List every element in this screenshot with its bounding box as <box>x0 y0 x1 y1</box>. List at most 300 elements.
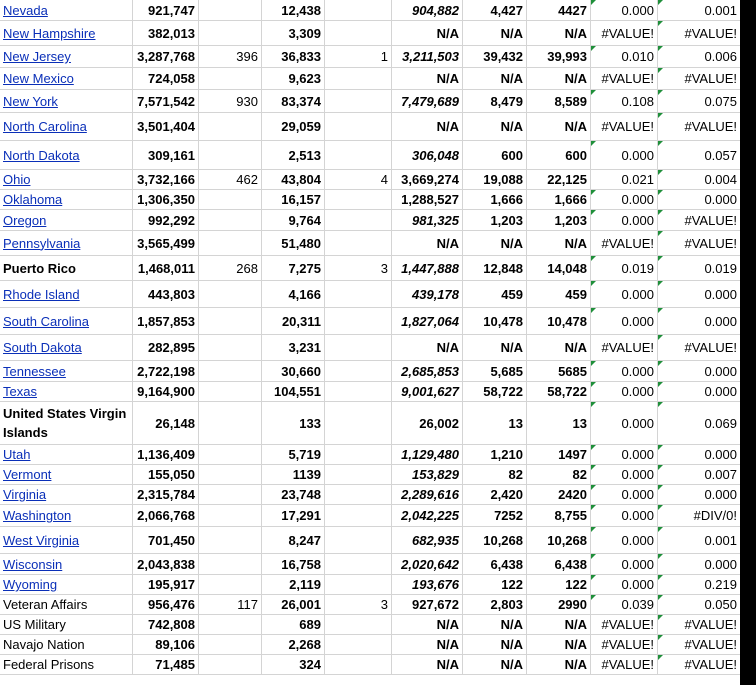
cell-col-7[interactable]: 22,125 <box>527 170 591 189</box>
cell-col-5[interactable]: N/A <box>392 635 463 654</box>
cell-col-3[interactable]: 16,157 <box>262 190 325 209</box>
cell-col-4[interactable] <box>325 445 392 464</box>
cell-col-5[interactable]: 904,882 <box>392 0 463 20</box>
cell-col-9[interactable]: #VALUE! <box>658 635 740 654</box>
cell-col-7[interactable]: 82 <box>527 465 591 484</box>
cell-col-9[interactable]: 0.004 <box>658 170 740 189</box>
cell-col-5[interactable]: N/A <box>392 615 463 634</box>
cell-col-6[interactable]: 1,203 <box>463 210 527 230</box>
cell-jurisdiction[interactable]: New Hampshire <box>0 21 133 45</box>
cell-col-5[interactable]: 439,178 <box>392 281 463 307</box>
cell-col-1[interactable]: 195,917 <box>133 575 199 594</box>
cell-col-7[interactable]: N/A <box>527 68 591 89</box>
cell-col-3[interactable]: 133 <box>262 402 325 444</box>
table-row <box>0 465 740 485</box>
cell-col-3[interactable]: 12,438 <box>262 0 325 20</box>
cell-jurisdiction[interactable]: Pennsylvania <box>0 231 133 255</box>
cell-col-3[interactable]: 20,311 <box>262 308 325 334</box>
cell-col-2[interactable] <box>199 485 262 504</box>
cell-col-8[interactable]: #VALUE! <box>591 113 658 140</box>
cell-col-7[interactable]: 10,478 <box>527 308 591 334</box>
cell-col-5[interactable]: 2,020,642 <box>392 554 463 574</box>
cell-col-8[interactable]: 0.010 <box>591 46 658 67</box>
cell-col-6[interactable]: N/A <box>463 655 527 674</box>
cell-col-3[interactable]: 324 <box>262 655 325 674</box>
cell-col-4[interactable] <box>325 361 392 381</box>
cell-col-4[interactable] <box>325 210 392 230</box>
cell-col-2[interactable] <box>199 445 262 464</box>
cell-col-5[interactable]: 7,479,689 <box>392 90 463 112</box>
cell-col-7[interactable]: 10,268 <box>527 527 591 553</box>
cell-col-3[interactable]: 29,059 <box>262 113 325 140</box>
cell-col-3[interactable]: 689 <box>262 615 325 634</box>
cell-col-2[interactable] <box>199 231 262 255</box>
cell-col-5[interactable]: 2,042,225 <box>392 505 463 526</box>
cell-col-4[interactable] <box>325 308 392 334</box>
cell-col-9[interactable]: 0.001 <box>658 0 740 20</box>
cell-col-7[interactable]: 6,438 <box>527 554 591 574</box>
cell-jurisdiction[interactable]: Oklahoma <box>0 190 133 209</box>
cell-col-6[interactable]: 39,432 <box>463 46 527 67</box>
cell-col-3[interactable]: 8,247 <box>262 527 325 553</box>
cell-col-8[interactable]: #VALUE! <box>591 335 658 360</box>
cell-col-7[interactable]: 14,048 <box>527 256 591 280</box>
cell-col-5[interactable]: 2,685,853 <box>392 361 463 381</box>
cell-col-8[interactable]: 0.039 <box>591 595 658 614</box>
cell-col-7[interactable]: 2990 <box>527 595 591 614</box>
cell-col-2[interactable] <box>199 402 262 444</box>
cell-col-2[interactable] <box>199 281 262 307</box>
cell-col-5[interactable]: 1,288,527 <box>392 190 463 209</box>
cell-col-4[interactable] <box>325 655 392 674</box>
cell-col-4[interactable]: 3 <box>325 256 392 280</box>
cell-col-3[interactable]: 9,623 <box>262 68 325 89</box>
cell-col-2[interactable] <box>199 21 262 45</box>
cell-jurisdiction[interactable]: North Dakota <box>0 141 133 169</box>
cell-col-9[interactable]: 0.000 <box>658 485 740 504</box>
cell-jurisdiction[interactable]: Utah <box>0 445 133 464</box>
cell-col-7[interactable]: 1,203 <box>527 210 591 230</box>
cell-col-6[interactable]: 4,427 <box>463 0 527 20</box>
table-row <box>0 46 740 68</box>
cell-jurisdiction[interactable]: Wisconsin <box>0 554 133 574</box>
cell-col-3[interactable]: 16,758 <box>262 554 325 574</box>
cell-col-7[interactable]: 122 <box>527 575 591 594</box>
cell-col-8[interactable]: 0.000 <box>591 402 658 444</box>
cell-col-2[interactable] <box>199 554 262 574</box>
table-row <box>0 281 740 308</box>
cell-col-3[interactable]: 2,268 <box>262 635 325 654</box>
cell-jurisdiction[interactable]: Federal Prisons <box>0 655 133 674</box>
cell-col-1[interactable]: 3,287,768 <box>133 46 199 67</box>
cell-col-9[interactable]: 0.000 <box>658 361 740 381</box>
cell-col-5[interactable]: 981,325 <box>392 210 463 230</box>
cell-col-7[interactable]: 5685 <box>527 361 591 381</box>
cell-col-3[interactable]: 7,275 <box>262 256 325 280</box>
cell-col-5[interactable]: 306,048 <box>392 141 463 169</box>
cell-col-6[interactable]: 8,479 <box>463 90 527 112</box>
cell-col-1[interactable]: 443,803 <box>133 281 199 307</box>
cell-col-9[interactable]: 0.000 <box>658 445 740 464</box>
cell-col-8[interactable]: 0.000 <box>591 554 658 574</box>
cell-col-2[interactable]: 396 <box>199 46 262 67</box>
cell-jurisdiction[interactable]: Nevada <box>0 0 133 20</box>
cell-col-4[interactable] <box>325 402 392 444</box>
cell-col-8[interactable]: #VALUE! <box>591 21 658 45</box>
cell-col-6[interactable]: 600 <box>463 141 527 169</box>
cell-jurisdiction[interactable]: New York <box>0 90 133 112</box>
cell-col-6[interactable]: 1,210 <box>463 445 527 464</box>
cell-col-5[interactable]: N/A <box>392 21 463 45</box>
cell-col-7[interactable]: N/A <box>527 21 591 45</box>
cell-col-3[interactable]: 30,660 <box>262 361 325 381</box>
cell-col-3[interactable]: 3,309 <box>262 21 325 45</box>
cell-col-4[interactable] <box>325 527 392 553</box>
cell-col-4[interactable] <box>325 505 392 526</box>
cell-col-1[interactable]: 9,164,900 <box>133 382 199 401</box>
cell-col-9[interactable]: #VALUE! <box>658 113 740 140</box>
cell-col-8[interactable]: 0.000 <box>591 141 658 169</box>
cell-jurisdiction[interactable]: Oregon <box>0 210 133 230</box>
cell-col-4[interactable] <box>325 635 392 654</box>
cell-col-2[interactable] <box>199 575 262 594</box>
cell-col-4[interactable] <box>325 68 392 89</box>
cell-col-9[interactable]: 0.019 <box>658 256 740 280</box>
cell-col-5[interactable]: 9,001,627 <box>392 382 463 401</box>
cell-col-2[interactable] <box>199 615 262 634</box>
cell-col-5[interactable]: 1,129,480 <box>392 445 463 464</box>
cell-col-4[interactable] <box>325 90 392 112</box>
cell-jurisdiction[interactable]: Texas <box>0 382 133 401</box>
cell-col-5[interactable]: N/A <box>392 335 463 360</box>
cell-col-2[interactable] <box>199 505 262 526</box>
cell-col-8[interactable]: 0.000 <box>591 575 658 594</box>
cell-col-8[interactable]: #VALUE! <box>591 68 658 89</box>
cell-col-7[interactable]: 2420 <box>527 485 591 504</box>
cell-col-1[interactable]: 701,450 <box>133 527 199 553</box>
cell-col-3[interactable]: 23,748 <box>262 485 325 504</box>
cell-col-3[interactable]: 26,001 <box>262 595 325 614</box>
cell-col-4[interactable] <box>325 281 392 307</box>
cell-col-6[interactable]: 10,478 <box>463 308 527 334</box>
cell-col-1[interactable]: 3,732,166 <box>133 170 199 189</box>
cell-jurisdiction[interactable]: Wyoming <box>0 575 133 594</box>
cell-col-4[interactable] <box>325 113 392 140</box>
cell-col-5[interactable]: 1,447,888 <box>392 256 463 280</box>
cell-col-5[interactable]: 3,211,503 <box>392 46 463 67</box>
cell-col-1[interactable]: 309,161 <box>133 141 199 169</box>
cell-col-4[interactable] <box>325 465 392 484</box>
cell-col-6[interactable]: 82 <box>463 465 527 484</box>
cell-col-1[interactable]: 3,565,499 <box>133 231 199 255</box>
cell-col-8[interactable]: 0.000 <box>591 382 658 401</box>
cell-col-3[interactable]: 2,513 <box>262 141 325 169</box>
cell-jurisdiction[interactable]: Tennessee <box>0 361 133 381</box>
cell-col-1[interactable]: 2,043,838 <box>133 554 199 574</box>
cell-col-6[interactable]: N/A <box>463 231 527 255</box>
cell-col-4[interactable] <box>325 141 392 169</box>
cell-col-9[interactable]: #VALUE! <box>658 335 740 360</box>
cell-col-9[interactable]: 0.006 <box>658 46 740 67</box>
cell-col-1[interactable]: 921,747 <box>133 0 199 20</box>
cell-col-5[interactable]: 2,289,616 <box>392 485 463 504</box>
cell-col-6[interactable]: 12,848 <box>463 256 527 280</box>
cell-col-7[interactable]: 1497 <box>527 445 591 464</box>
cell-col-5[interactable]: 26,002 <box>392 402 463 444</box>
cell-col-8[interactable]: 0.000 <box>591 465 658 484</box>
cell-col-8[interactable]: 0.000 <box>591 308 658 334</box>
cell-col-9[interactable]: 0.075 <box>658 90 740 112</box>
cell-col-7[interactable]: N/A <box>527 655 591 674</box>
cell-col-8[interactable]: 0.000 <box>591 190 658 209</box>
cell-col-4[interactable] <box>325 615 392 634</box>
cell-col-8[interactable]: 0.000 <box>591 281 658 307</box>
cell-col-8[interactable]: 0.000 <box>591 505 658 526</box>
cell-col-9[interactable]: #DIV/0! <box>658 505 740 526</box>
cell-jurisdiction[interactable]: West Virginia <box>0 527 133 553</box>
table-row <box>0 90 740 113</box>
table-row <box>0 190 740 210</box>
cell-col-5[interactable]: N/A <box>392 113 463 140</box>
cell-col-1[interactable]: 2,315,784 <box>133 485 199 504</box>
cell-col-9[interactable]: #VALUE! <box>658 68 740 89</box>
cell-col-1[interactable]: 2,722,198 <box>133 361 199 381</box>
cell-col-1[interactable]: 1,306,350 <box>133 190 199 209</box>
cell-col-2[interactable] <box>199 361 262 381</box>
cell-col-7[interactable]: 600 <box>527 141 591 169</box>
cell-col-8[interactable]: #VALUE! <box>591 655 658 674</box>
cell-col-6[interactable]: 19,088 <box>463 170 527 189</box>
cell-col-8[interactable]: #VALUE! <box>591 615 658 634</box>
window-edge <box>740 0 756 685</box>
cell-jurisdiction[interactable]: Washington <box>0 505 133 526</box>
cell-col-5[interactable]: 927,672 <box>392 595 463 614</box>
cell-jurisdiction[interactable]: North Carolina <box>0 113 133 140</box>
cell-col-6[interactable]: N/A <box>463 113 527 140</box>
cell-col-9[interactable]: 0.069 <box>658 402 740 444</box>
cell-col-7[interactable]: 13 <box>527 402 591 444</box>
cell-col-6[interactable]: 2,420 <box>463 485 527 504</box>
cell-col-4[interactable] <box>325 190 392 209</box>
cell-col-1[interactable]: 155,050 <box>133 465 199 484</box>
cell-col-8[interactable]: 0.000 <box>591 0 658 20</box>
cell-jurisdiction[interactable]: New Jersey <box>0 46 133 67</box>
cell-col-6[interactable]: 459 <box>463 281 527 307</box>
cell-col-9[interactable]: 0.219 <box>658 575 740 594</box>
cell-col-7[interactable]: N/A <box>527 335 591 360</box>
cell-col-2[interactable] <box>199 68 262 89</box>
cell-jurisdiction[interactable]: Rhode Island <box>0 281 133 307</box>
cell-col-4[interactable] <box>325 382 392 401</box>
cell-col-2[interactable]: 462 <box>199 170 262 189</box>
cell-jurisdiction[interactable]: United States Virgin Islands <box>0 402 133 444</box>
cell-col-6[interactable]: 10,268 <box>463 527 527 553</box>
cell-col-6[interactable]: 1,666 <box>463 190 527 209</box>
cell-col-4[interactable] <box>325 575 392 594</box>
table-row <box>0 505 740 527</box>
cell-col-1[interactable]: 2,066,768 <box>133 505 199 526</box>
cell-col-3[interactable]: 3,231 <box>262 335 325 360</box>
cell-col-3[interactable]: 9,764 <box>262 210 325 230</box>
cell-col-1[interactable]: 71,485 <box>133 655 199 674</box>
cell-col-1[interactable]: 26,148 <box>133 402 199 444</box>
cell-col-1[interactable]: 382,013 <box>133 21 199 45</box>
cell-jurisdiction[interactable]: US Military <box>0 615 133 634</box>
cell-jurisdiction[interactable]: Puerto Rico <box>0 256 133 280</box>
cell-col-3[interactable]: 4,166 <box>262 281 325 307</box>
cell-col-1[interactable]: 1,857,853 <box>133 308 199 334</box>
cell-col-7[interactable]: N/A <box>527 615 591 634</box>
cell-col-6[interactable]: N/A <box>463 335 527 360</box>
cell-col-6[interactable]: 122 <box>463 575 527 594</box>
cell-col-4[interactable] <box>325 21 392 45</box>
cell-col-9[interactable]: 0.050 <box>658 595 740 614</box>
cell-jurisdiction[interactable]: Virginia <box>0 485 133 504</box>
cell-jurisdiction[interactable]: South Carolina <box>0 308 133 334</box>
cell-col-4[interactable]: 1 <box>325 46 392 67</box>
cell-col-8[interactable]: 0.000 <box>591 210 658 230</box>
cell-col-6[interactable]: 5,685 <box>463 361 527 381</box>
cell-col-6[interactable]: 2,803 <box>463 595 527 614</box>
cell-col-3[interactable]: 83,374 <box>262 90 325 112</box>
cell-col-7[interactable]: 1,666 <box>527 190 591 209</box>
cell-col-1[interactable]: 1,468,011 <box>133 256 199 280</box>
cell-col-9[interactable]: #VALUE! <box>658 615 740 634</box>
cell-col-8[interactable]: 0.021 <box>591 170 658 189</box>
cell-col-3[interactable]: 51,480 <box>262 231 325 255</box>
cell-col-8[interactable]: 0.108 <box>591 90 658 112</box>
cell-col-9[interactable]: #VALUE! <box>658 231 740 255</box>
cell-col-9[interactable]: 0.000 <box>658 554 740 574</box>
cell-col-2[interactable] <box>199 527 262 553</box>
cell-col-4[interactable] <box>325 485 392 504</box>
cell-col-5[interactable]: N/A <box>392 231 463 255</box>
cell-col-6[interactable]: N/A <box>463 635 527 654</box>
cell-col-8[interactable]: 0.000 <box>591 485 658 504</box>
cell-col-5[interactable]: 153,829 <box>392 465 463 484</box>
cell-col-9[interactable]: 0.007 <box>658 465 740 484</box>
cell-jurisdiction[interactable]: Vermont <box>0 465 133 484</box>
cell-col-5[interactable]: N/A <box>392 68 463 89</box>
cell-col-2[interactable] <box>199 308 262 334</box>
cell-col-2[interactable]: 268 <box>199 256 262 280</box>
cell-col-3[interactable]: 1139 <box>262 465 325 484</box>
cell-col-9[interactable]: 0.000 <box>658 308 740 334</box>
cell-col-5[interactable]: N/A <box>392 655 463 674</box>
cell-col-3[interactable]: 43,804 <box>262 170 325 189</box>
cell-col-1[interactable]: 956,476 <box>133 595 199 614</box>
cell-col-6[interactable]: N/A <box>463 21 527 45</box>
cell-col-7[interactable]: 39,993 <box>527 46 591 67</box>
cell-col-7[interactable]: N/A <box>527 635 591 654</box>
cell-col-8[interactable]: 0.000 <box>591 361 658 381</box>
cell-col-5[interactable]: 682,935 <box>392 527 463 553</box>
cell-jurisdiction[interactable]: Ohio <box>0 170 133 189</box>
cell-col-7[interactable]: 8,755 <box>527 505 591 526</box>
cell-col-1[interactable]: 992,292 <box>133 210 199 230</box>
cell-col-9[interactable]: 0.000 <box>658 382 740 401</box>
cell-col-9[interactable]: #VALUE! <box>658 210 740 230</box>
table-row <box>0 210 740 231</box>
cell-col-6[interactable]: N/A <box>463 615 527 634</box>
cell-col-2[interactable] <box>199 190 262 209</box>
cell-jurisdiction[interactable]: New Mexico <box>0 68 133 89</box>
cell-col-4[interactable] <box>325 231 392 255</box>
cell-col-5[interactable]: 3,669,274 <box>392 170 463 189</box>
cell-col-4[interactable] <box>325 554 392 574</box>
cell-col-1[interactable]: 7,571,542 <box>133 90 199 112</box>
cell-col-5[interactable]: 193,676 <box>392 575 463 594</box>
cell-col-2[interactable] <box>199 635 262 654</box>
cell-col-2[interactable]: 117 <box>199 595 262 614</box>
cell-col-1[interactable]: 89,106 <box>133 635 199 654</box>
cell-col-7[interactable]: N/A <box>527 231 591 255</box>
cell-col-4[interactable]: 3 <box>325 595 392 614</box>
cell-col-6[interactable]: 13 <box>463 402 527 444</box>
cell-col-1[interactable]: 724,058 <box>133 68 199 89</box>
cell-col-8[interactable]: #VALUE! <box>591 635 658 654</box>
cell-col-4[interactable] <box>325 335 392 360</box>
cell-col-5[interactable]: 1,827,064 <box>392 308 463 334</box>
cell-col-2[interactable] <box>199 113 262 140</box>
cell-col-8[interactable]: 0.000 <box>591 445 658 464</box>
cell-col-3[interactable]: 17,291 <box>262 505 325 526</box>
cell-col-7[interactable]: 8,589 <box>527 90 591 112</box>
cell-col-2[interactable] <box>199 0 262 20</box>
cell-col-8[interactable]: 0.000 <box>591 527 658 553</box>
cell-col-2[interactable] <box>199 335 262 360</box>
cell-col-3[interactable]: 2,119 <box>262 575 325 594</box>
cell-jurisdiction[interactable]: Veteran Affairs <box>0 595 133 614</box>
cell-col-9[interactable]: 0.000 <box>658 190 740 209</box>
cell-col-1[interactable]: 1,136,409 <box>133 445 199 464</box>
cell-col-7[interactable]: 4427 <box>527 0 591 20</box>
cell-col-1[interactable]: 3,501,404 <box>133 113 199 140</box>
cell-col-1[interactable]: 742,808 <box>133 615 199 634</box>
cell-col-3[interactable]: 5,719 <box>262 445 325 464</box>
cell-col-2[interactable] <box>199 141 262 169</box>
cell-col-4[interactable]: 4 <box>325 170 392 189</box>
cell-col-2[interactable] <box>199 210 262 230</box>
cell-col-6[interactable]: N/A <box>463 68 527 89</box>
cell-col-1[interactable]: 282,895 <box>133 335 199 360</box>
cell-jurisdiction[interactable]: South Dakota <box>0 335 133 360</box>
cell-col-2[interactable] <box>199 382 262 401</box>
cell-col-2[interactable] <box>199 655 262 674</box>
cell-col-6[interactable]: 58,722 <box>463 382 527 401</box>
cell-col-8[interactable]: 0.019 <box>591 256 658 280</box>
cell-col-9[interactable]: #VALUE! <box>658 21 740 45</box>
cell-col-8[interactable]: #VALUE! <box>591 231 658 255</box>
cell-jurisdiction[interactable]: Navajo Nation <box>0 635 133 654</box>
cell-col-2[interactable]: 930 <box>199 90 262 112</box>
cell-col-7[interactable]: N/A <box>527 113 591 140</box>
cell-col-9[interactable]: 0.001 <box>658 527 740 553</box>
cell-col-9[interactable]: #VALUE! <box>658 655 740 674</box>
cell-col-6[interactable]: 6,438 <box>463 554 527 574</box>
cell-col-2[interactable] <box>199 465 262 484</box>
table-row <box>0 170 740 190</box>
cell-col-3[interactable]: 36,833 <box>262 46 325 67</box>
cell-col-9[interactable]: 0.057 <box>658 141 740 169</box>
cell-col-9[interactable]: 0.000 <box>658 281 740 307</box>
cell-col-4[interactable] <box>325 0 392 20</box>
cell-col-7[interactable]: 459 <box>527 281 591 307</box>
table-row <box>0 335 740 361</box>
cell-col-7[interactable]: 58,722 <box>527 382 591 401</box>
cell-col-3[interactable]: 104,551 <box>262 382 325 401</box>
cell-col-6[interactable]: 7252 <box>463 505 527 526</box>
